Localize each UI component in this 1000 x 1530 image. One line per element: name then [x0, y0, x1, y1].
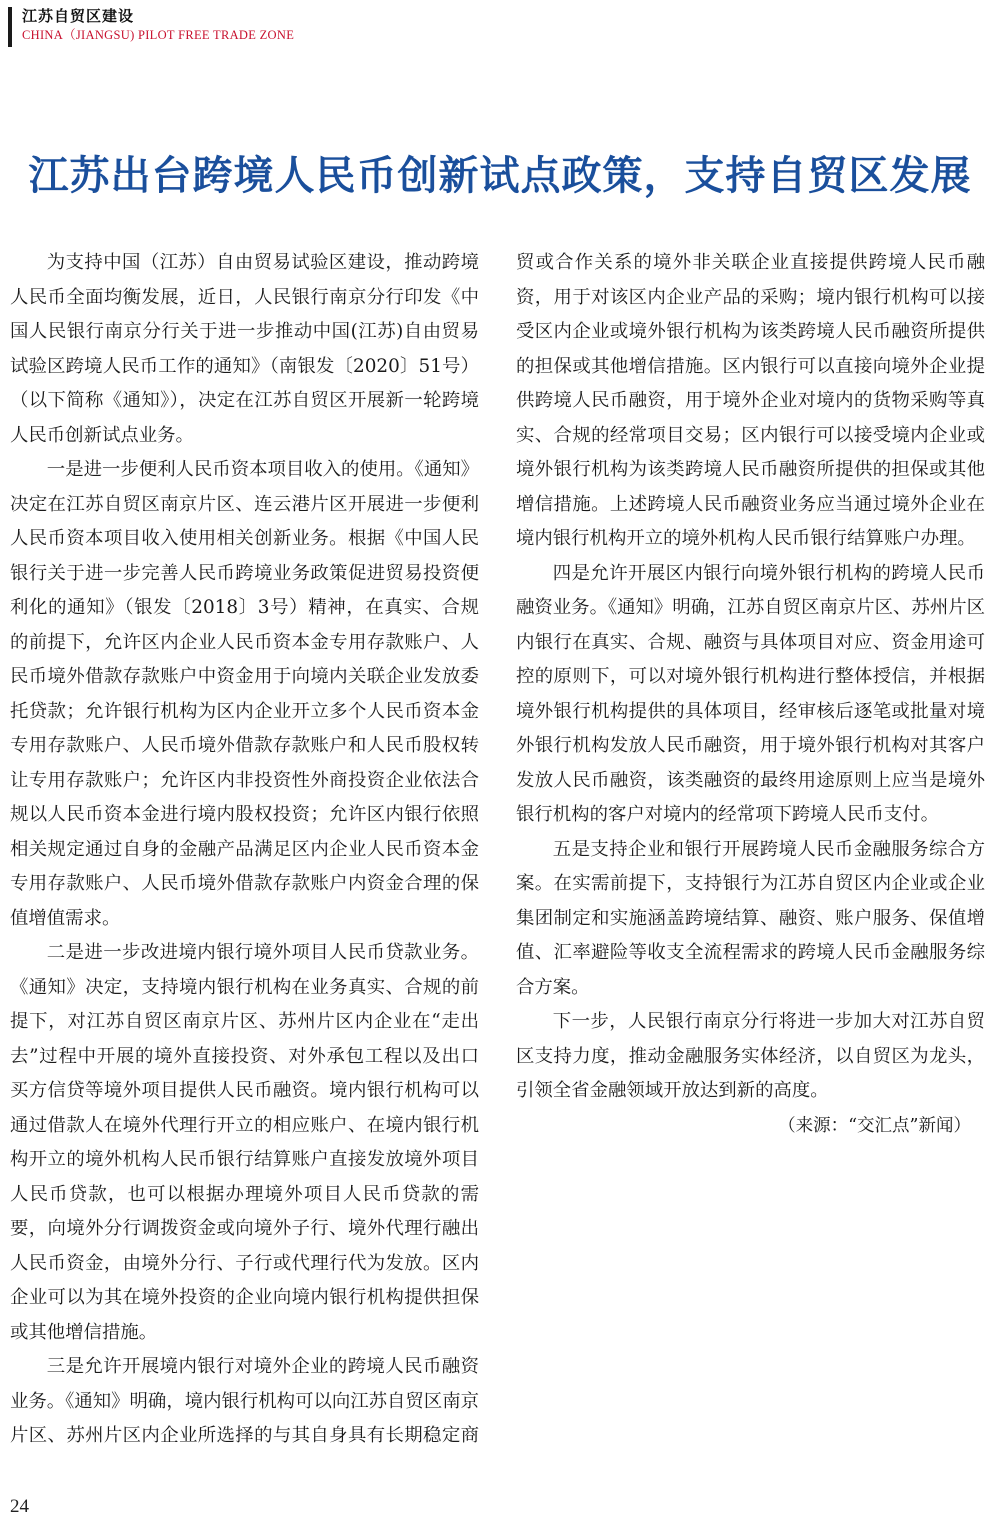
- paragraph: 四是允许开展区内银行向境外银行机构的跨境人民币融资业务。《通知》明确，江苏自贸区南京片区、苏州片区内银行在真实、合规、融资与具体项目对应、资金用途可控的原则下，可以对境外银行机构进行整体授信，并根据境外银行机构提供的具体项目，经审核后逐笔或批量对境外银行机构发放人民币融资，用于境外银行机构对其客户发放人民币融资，该类融资的最终用途原则上应当是境外银行机构的客户对境内的经常项下跨境人民币支付。: [516, 562, 985, 825]
- paragraph: 五是支持企业和银行开展跨境人民币金融服务综合方案。在实需前提下，支持银行为江苏自贸区内企业或企业集团制定和实施涵盖跨境结算、融资、账户服务、保值增值、汇率避险等收支全流程需求的跨境人民币金融服务综合方案。: [516, 838, 985, 998]
- paragraph: 一是进一步便利人民币资本项目收入的使用。《通知》决定在江苏自贸区南京片区、连云港片区开展进一步便利人民币资本项目收入使用相关创新业务。根据《中国人民银行关于进一步完善人民币跨境业务政策促进贸易投资便利化的通知》（银发〔2018〕3号）精神，在真实、合规的前提下，允许区内企业人民币资本金专用存款账户、人民币境外借款存款账户中资金用于向境内关联企业发放委托贷款；允许银行机构为区内企业开立多个人民币资本金专用存款账户、人民币境外借款存款账户和人民币股权转让专用存款账户；允许区内非投资性外商投资企业依法合规以人民币资本金进行境内股权投资；允许区内银行依照相关规定通过自身的金融产品满足区内企业人民币资本金专用存款账户、人民币境外借款存款账户内资金合理的保值增值需求。: [10, 459, 479, 929]
- article-source: （来源：“交汇点”新闻）: [778, 1115, 971, 1136]
- paragraph: 二是进一步改进境内银行境外项目人民币贷款业务。《通知》决定，支持境内银行机构在业务真实、合规的前提下，对江苏自贸区南京片区、苏州片区内企业在“走出去”过程中开展的境外直接投资、对外承包工程以及出口买方信贷等境外项目提供人民币融资。境内银行机构可以通过借款人在境外代理行开立的相应账户、在境内银行机构开立的境外机构人民币银行结算账户直接发放境外项目人民币贷款，也可以根据办理境外项目人民币贷款的需要，向境外分行调拨资金或向境外子行、境外代理行融出人民币资金，由境外分行、子行或代理行代为发放。区内企业可以为其在境外投资的企业向境内银行机构提供担保或其他增信措施。: [10, 942, 479, 1343]
- magazine-header: [8, 7, 294, 47]
- article-title: 江苏出台跨境人民币创新试点政策，支持自贸区发展: [28, 152, 972, 199]
- article-body: [10, 246, 985, 1466]
- section-subtitle: CHINA（JIANGSU) PILOT FREE TRADE ZONE: [22, 28, 295, 42]
- paragraph: 下一步，人民银行南京分行将进一步加大对江苏自贸区支持力度，推动金融服务实体经济，以自贸区为龙头，引领全省金融领域开放达到新的高度。: [516, 1011, 985, 1101]
- paragraph: 为支持中国（江苏）自由贸易试验区建设，推动跨境人民币全面均衡发展，近日，人民银行南京分行印发《中国人民银行南京分行关于进一步推动中国(江苏)自由贸易试验区跨境人民币工作的通知》（南银发〔2020〕51号）（以下简称《通知》），决定在江苏自贸区开展新一轮跨境人民币创新试点业务。: [10, 252, 479, 446]
- page-number: 24: [10, 1496, 29, 1517]
- section-title: 江苏自贸区建设: [22, 7, 135, 25]
- paragraph: 三是允许开展境内银行对境外企业的跨境人民币融资业务。《通知》明确，境内银行机构可以向江苏自贸区南京片区、苏州片区内企业所选择的与其自身具有长期稳定商贸或合作关系的境外非关联企业直接提供跨境人民币融资，用于对该区内企业产品的采购；境内银行机构可以接受区内企业或境外银行机构为该类跨境人民币融资所提供的担保或其他增信措施。区内银行可以直接向境外企业提供跨境人民币融资，用于境外企业对境内的货物采购等真实、合规的经常项目交易；区内银行可以接受境内企业或境外银行机构为该类跨境人民币融资所提供的担保或其他增信措施。上述跨境人民币融资业务应当通过境外企业在境内银行机构开立的境外机构人民币银行结算账户办理。: [10, 252, 985, 1446]
